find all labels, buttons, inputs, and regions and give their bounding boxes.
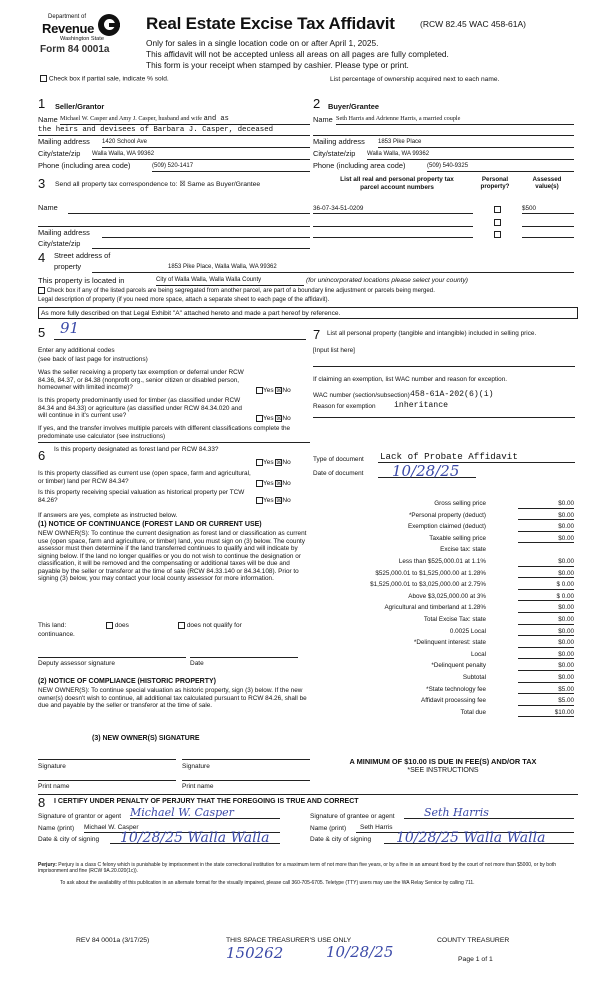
form-number: Form 84 0001a: [40, 44, 110, 55]
buyer-name-continued[interactable]: [313, 126, 574, 136]
codes-label: Enter any additional codes: [38, 347, 115, 354]
tax-row: [312, 558, 574, 569]
seller-city-field[interactable]: Walla Walla, WA 99362: [92, 151, 310, 160]
print-name-line-1[interactable]: [38, 775, 176, 781]
grantor-signature-field[interactable]: Michael W. Casper: [130, 806, 280, 819]
tax-row-value[interactable]: $5.00: [518, 686, 574, 695]
section-3-number: 3: [38, 176, 46, 191]
tax-row: [312, 651, 574, 662]
print-name-line-2[interactable]: [182, 775, 310, 781]
tax-row-label: Total Excise Tax: state: [423, 616, 486, 623]
does-not-qualify-option[interactable]: does not qualify for: [178, 622, 242, 630]
form-subtitle-1: Only for sales in a single location code on or after April 1, 2025.: [146, 38, 379, 48]
segregation-row: Check box if any of the listed parcels are being segregated from another parcel, are part of a boundary line adjustment or parcels being merged.: [38, 287, 578, 294]
personal-property-input[interactable]: [Input list here]: [313, 347, 355, 354]
tax-row-label: Subtotal: [462, 674, 486, 681]
tax-row-label: Excise tax: state: [440, 546, 486, 554]
historic-yes-no[interactable]: Yes ☒No: [256, 497, 291, 505]
corr-name-field[interactable]: [68, 205, 310, 214]
tax-row-label: Total due: [460, 708, 486, 716]
timber-yes-no[interactable]: Yes ☒No: [256, 415, 291, 423]
continuance-title: (1) NOTICE OF CONTINUANCE (FOREST LAND OR CURRENT USE): [38, 521, 262, 528]
legal-description-label: Legal description of property (if you need more space, attach a separate sheet to each page of the affidavit).: [38, 296, 330, 303]
parcel-number-3[interactable]: [313, 229, 473, 238]
current-use-yes-no[interactable]: Yes ☒No: [256, 480, 291, 488]
personal-property-checkbox-3[interactable]: [494, 231, 501, 238]
grantee-name-field[interactable]: Seth Harris: [356, 824, 574, 833]
buyer-phone-label: Phone (including area code): [313, 161, 406, 170]
seller-name-continued[interactable]: the heirs and devisees of Barbara J. Casper, deceased: [38, 126, 310, 136]
tax-row-label: *State technology fee: [426, 685, 486, 693]
codes-hint: (see back of last page for instructions): [38, 356, 148, 363]
parcel-number-1[interactable]: 36-07-34-51-0209: [313, 205, 473, 214]
tax-row-label: $525,000.01 to $1,525,000.00 at 1.28%: [375, 569, 486, 577]
exemption-question: Was the seller receiving a property tax exemption or deferral under RCW 84.36, 84.37, or 84.38 (nonprofit org., senior citizen or disabled person, homeowner with limited income)?: [38, 369, 244, 392]
correspondence-row: Send all property tax correspondence to: ☒ Same as Buyer/Grantee: [55, 181, 261, 188]
tax-row-label: *Delinquent interest: state: [413, 639, 486, 647]
continuance-body: NEW OWNER(S): To continue the current designation as forest land or classification as current use (open space, farm and agriculture, or timber) land, you must sign on (3) below. The county assessor must then determine if the land transferred continues to qualify and will indicate by signing below. If the land no longer qualifies or you do not wish to continue the designation or classification, it will be removed and the compensating or additional taxes will be due and payable by the seller or transferor at the time of sale (RCW 84.33.140 or 84.34.108). Prior to signing (3) below, you may contact your local county assessor for more information.: [38, 530, 307, 583]
this-land-label: This land:: [38, 622, 67, 629]
reason-label: Reason for exemption: [313, 403, 376, 410]
tax-row: [312, 709, 574, 720]
tax-row-value[interactable]: $0.00: [518, 651, 574, 660]
wac-label: WAC number (section/subsection): [313, 392, 410, 399]
form-subtitle-2: This affidavit will not be accepted unless all areas on all pages are fully completed.: [146, 49, 449, 59]
section-1-number: 1: [38, 96, 46, 111]
corr-name-label: Name: [38, 203, 58, 212]
additional-code-line: [54, 334, 306, 340]
parcel-header: List all real and personal property tax parcel account numbers: [340, 176, 454, 191]
form-citation: (RCW 82.45 WAC 458-61A): [420, 19, 526, 29]
tax-row: [312, 500, 574, 511]
legal-description-field[interactable]: As more fully described on that Legal Exhibit "A" attached hereto and made a part hereof by reference.: [38, 307, 578, 319]
doc-type-label: Type of document: [313, 456, 364, 463]
corr-name-continued[interactable]: [38, 218, 310, 227]
seller-city-label: City/state/zip: [38, 149, 81, 158]
tax-row-value[interactable]: $0.00: [518, 616, 574, 625]
wac-field[interactable]: 458-61A-202(6)(i): [410, 390, 494, 399]
doc-date-field[interactable]: 10/28/25: [378, 462, 476, 478]
logo-dept-line: Department of: [48, 14, 87, 20]
buyer-city-label: City/state/zip: [313, 149, 356, 158]
current-use-question: Is this property classified as current use (open space, farm and agricultural, or timber) land per RCW 84.34?: [38, 470, 251, 485]
tax-row-value[interactable]: $0.00: [518, 535, 574, 544]
seller-mail-label: Mailing address: [38, 137, 90, 146]
county-select[interactable]: City of Walla Walla, Walla Walla County: [156, 277, 304, 286]
personal-property-text: List all personal property (tangible and intangible) included in selling price.: [327, 330, 537, 337]
tax-row-value[interactable]: $0.00: [518, 662, 574, 671]
revision-number: REV 84 0001a (3/17/25): [76, 937, 150, 944]
exemption-instructions: If claiming an exemption, list WAC number and reason for exception.: [313, 376, 508, 383]
new-owner-signature-title: (3) NEW OWNER(S) SIGNATURE: [92, 735, 200, 742]
seller-phone-field[interactable]: (509) 520-1417: [152, 163, 310, 172]
logo-state-text: Washington State: [60, 36, 104, 42]
tax-row-value[interactable]: $0.00: [518, 628, 574, 637]
buyer-phone-field[interactable]: (509) 540-9325: [427, 163, 574, 172]
tax-row: [312, 662, 574, 673]
tax-row: [312, 697, 574, 708]
deputy-date-label: Date: [190, 660, 204, 667]
tax-row-label: Local: [470, 650, 486, 658]
tax-row-value[interactable]: $0.00: [518, 674, 574, 683]
buyer-mail-field[interactable]: 1853 Pike Place: [378, 139, 574, 148]
buyer-name-field[interactable]: Seth Harris and Adrienne Harris, a married couple: [336, 115, 574, 125]
seller-title: Seller/Grantor: [55, 102, 105, 111]
deputy-signature-label: Deputy assessor signature: [38, 660, 115, 667]
tax-row-label: $1,525,000.01 to $3,025,000.00 at 2.75%: [370, 581, 486, 589]
grantee-name-label: Name (print): [310, 825, 347, 832]
corr-city-field[interactable]: [92, 240, 310, 249]
compliance-body: NEW OWNER(S): To continue special valuation as historic property, sign (3) below. If the new owner(s) doesn't wish to continue, all additional tax calculated pursuant to RCW 84.26, shall be due and payable by the seller or transferor at the time of sale.: [38, 687, 307, 710]
section-5-number: 5: [38, 325, 46, 340]
located-label: This property is located in: [38, 276, 125, 285]
deputy-signature-line[interactable]: [38, 650, 186, 658]
receipt-date: 10/28/25: [326, 943, 394, 961]
reason-line: [313, 416, 575, 418]
alternate-format-notice: To ask about the availability of this publication in an alternate format for the visually impaired, please call 360-705-6705. Teletype (TTY) users may use the WA Relay Service by calling 711.: [60, 880, 475, 886]
predominate-use-note: If yes, and the transfer involves multiple parcels with different classifications complete the predominate use calculator (see instructions): [38, 425, 291, 440]
tax-row-value[interactable]: $0.00: [518, 523, 574, 532]
tax-row-value[interactable]: $0.00: [518, 558, 574, 567]
tax-row-label: Above $3,025,000.00 at 3%: [408, 592, 486, 600]
grantor-name-field[interactable]: Michael W. Casper: [84, 824, 280, 833]
tax-row-label: *Personal property (deduct): [408, 511, 486, 519]
receipt-number: 150262: [226, 944, 284, 962]
tax-row-label: Affidavit processing fee: [421, 697, 486, 705]
if-yes-note: If answers are yes, complete as instructed below.: [38, 512, 178, 519]
tax-row-value[interactable]: $0.00: [518, 512, 574, 521]
form-subtitle-3: This form is your receipt when stamped by cashier. Please type or print.: [146, 60, 409, 70]
county-treasurer-label: COUNTY TREASURER: [437, 937, 510, 944]
doc-type-field[interactable]: Lack of Probate Affidavit: [378, 451, 575, 463]
partial-sale-label: Check box if partial sale, indicate % sold.: [48, 75, 169, 83]
tax-row: [312, 616, 574, 627]
corr-mail-field[interactable]: [102, 229, 310, 238]
forest-question: Is this property designated as forest land per RCW 84.33?: [54, 446, 219, 453]
logo-revenue-text: Revenue: [42, 21, 95, 36]
tax-row-label: Exemption claimed (deduct): [407, 523, 486, 531]
historic-question: Is this property receiving special valuation as historical property per TCW 84.26?: [38, 489, 245, 504]
divider-5-6: [38, 442, 310, 443]
buyer-mail-label: Mailing address: [313, 137, 365, 146]
forest-yes-no[interactable]: Yes ☒No: [256, 459, 291, 467]
tax-row-value[interactable]: $ 0.00: [518, 581, 574, 590]
segregation-checkbox[interactable]: [38, 287, 45, 294]
grantee-date-field[interactable]: 10/28/25 Walla Walla: [384, 830, 574, 844]
signature-label-2: Signature: [182, 763, 210, 770]
tax-row: [312, 523, 574, 534]
tax-row: [312, 581, 574, 592]
timber-question: Is this property predominantly used for timber (as classified under RCW 84.34 and 84.33) or agriculture (as classified under RCW 84.34.020 and will continue in it's current use?: [38, 397, 242, 420]
tax-row: [312, 593, 574, 604]
tax-row: [312, 546, 574, 557]
same-as-buyer-checkbox[interactable]: ☒: [179, 181, 186, 188]
tax-row-value[interactable]: $0.00: [518, 500, 574, 509]
assessed-value-header: Assessed value(s): [532, 176, 562, 191]
page-number: Page 1 of 1: [458, 956, 493, 963]
seller-name-field[interactable]: Michael W. Casper and Amy J. Casper, husband and wife and as: [60, 115, 310, 125]
personal-property-checkbox-2[interactable]: [494, 219, 501, 226]
personal-property-line: [313, 362, 575, 367]
tax-row: [312, 674, 574, 685]
tax-row-value[interactable]: $ 0.00: [518, 593, 574, 602]
assessed-value-2[interactable]: [522, 218, 574, 227]
grantee-signature-field[interactable]: Seth Harris: [404, 806, 574, 819]
additional-code-value[interactable]: 91: [60, 319, 80, 337]
section-6-number: 6: [38, 448, 46, 463]
grantee-signature-label: Signature of grantee or agent: [310, 813, 395, 820]
grantee-date-label: Date & city of signing: [310, 836, 372, 843]
owner-signature-line-1[interactable]: [38, 752, 176, 760]
tax-row-value[interactable]: $0.00: [518, 604, 574, 613]
tax-row: [312, 604, 574, 615]
doc-date-label: Date of document: [313, 470, 364, 477]
compliance-title: (2) NOTICE OF COMPLIANCE (HISTORIC PROPERTY): [38, 678, 216, 685]
exemption-yes-no[interactable]: Yes ☒No: [256, 387, 291, 395]
partial-sale-row: [40, 75, 169, 83]
section-2-number: 2: [313, 96, 321, 111]
tax-row-label: Taxable selling price: [429, 534, 486, 542]
parcel-number-2[interactable]: [313, 218, 473, 227]
tax-row: [312, 570, 574, 581]
section-7-number: 7: [313, 327, 321, 342]
seller-name-label: Name: [38, 115, 58, 124]
grantor-signature-label: Signature of grantor or agent: [38, 813, 122, 820]
tax-row: [312, 686, 574, 697]
assessed-value-1[interactable]: $500: [522, 205, 574, 214]
tax-row: [312, 628, 574, 639]
form-title: Real Estate Excise Tax Affidavit: [146, 14, 395, 33]
buyer-name-label: Name: [313, 115, 333, 124]
tax-row: [312, 535, 574, 546]
buyer-city-field[interactable]: Walla Walla, WA 99362: [367, 151, 574, 160]
continuance-label: continuance.: [38, 631, 75, 638]
ownership-note: List percentage of ownership acquired next to each name.: [330, 76, 500, 83]
street-label-2: property: [54, 262, 82, 271]
tax-row-label: *Delinquent penalty: [431, 662, 486, 670]
see-instructions: *SEE INSTRUCTIONS: [407, 767, 479, 774]
street-label: Street address of: [54, 251, 111, 260]
section-8-number: 8: [38, 795, 46, 810]
tax-row-label: Agricultural and timberland at 1.28%: [384, 604, 486, 612]
corr-mail-label: Mailing address: [38, 228, 90, 237]
treasurer-space-label: THIS SPACE TREASURER'S USE ONLY: [226, 937, 352, 944]
tax-row-label: 0.0025 Local: [449, 627, 486, 635]
dor-logo: [40, 14, 122, 64]
tax-row-value[interactable]: $0.00: [518, 639, 574, 648]
partial-sale-checkbox[interactable]: [40, 75, 47, 82]
county-hint: (for unincorporated locations please select your county): [306, 277, 469, 284]
seller-mail-field[interactable]: 1420 School Ave: [102, 139, 310, 148]
tax-row: [312, 512, 574, 523]
certification-statement: I CERTIFY UNDER PENALTY OF PERJURY THAT THE FOREGOING IS TRUE AND CORRECT: [54, 798, 359, 805]
print-name-label-2: Print name: [182, 783, 214, 790]
does-qualify-option[interactable]: does: [106, 622, 129, 630]
buyer-title: Buyer/Grantee: [328, 102, 379, 111]
tax-row-value[interactable]: $5.00: [518, 697, 574, 706]
property-address-field[interactable]: 1853 Pike Place, Walla Walla, WA 99362: [92, 264, 574, 273]
personal-property-checkbox-1[interactable]: [494, 206, 501, 213]
divider-8: [38, 794, 578, 795]
minimum-due-notice: A MINIMUM OF $10.00 IS DUE IN FEE(S) AND/OR TAX: [349, 757, 537, 766]
deputy-date-line[interactable]: [190, 650, 298, 658]
assessed-value-3[interactable]: [522, 229, 574, 238]
signature-label-1: Signature: [38, 763, 66, 770]
grantor-date-field[interactable]: 10/28/25 Walla Walla: [110, 830, 280, 844]
logo-mark-icon: [98, 14, 120, 36]
corr-city-label: City/state/zip: [38, 239, 81, 248]
personal-property-header: Personal property?: [480, 176, 510, 191]
grantor-date-label: Date & city of signing: [38, 836, 100, 843]
perjury-notice: Perjury: Perjury is a class C felony which is punishable by imprisonment in the state correctional institution for a maximum term of not more than five years, or by a fine in an amount fixed by the court of not more than $5000, or by both imprisonment and fine (RCW 9A.20.020(1c)).: [38, 862, 557, 875]
tax-row-value[interactable]: $10.00: [518, 709, 574, 718]
seller-phone-label: Phone (including area code): [38, 161, 131, 170]
tax-row: [312, 639, 574, 650]
owner-signature-line-2[interactable]: [182, 752, 310, 760]
tax-row-label: Less than $525,000.01 at 1.1%: [398, 558, 486, 565]
section-4-number: 4: [38, 250, 46, 265]
grantor-name-label: Name (print): [38, 825, 75, 832]
tax-row-label: Gross selling price: [434, 500, 486, 507]
reason-field[interactable]: inheritance: [394, 401, 449, 410]
tax-row-value[interactable]: $0.00: [518, 570, 574, 579]
print-name-label-1: Print name: [38, 783, 70, 790]
